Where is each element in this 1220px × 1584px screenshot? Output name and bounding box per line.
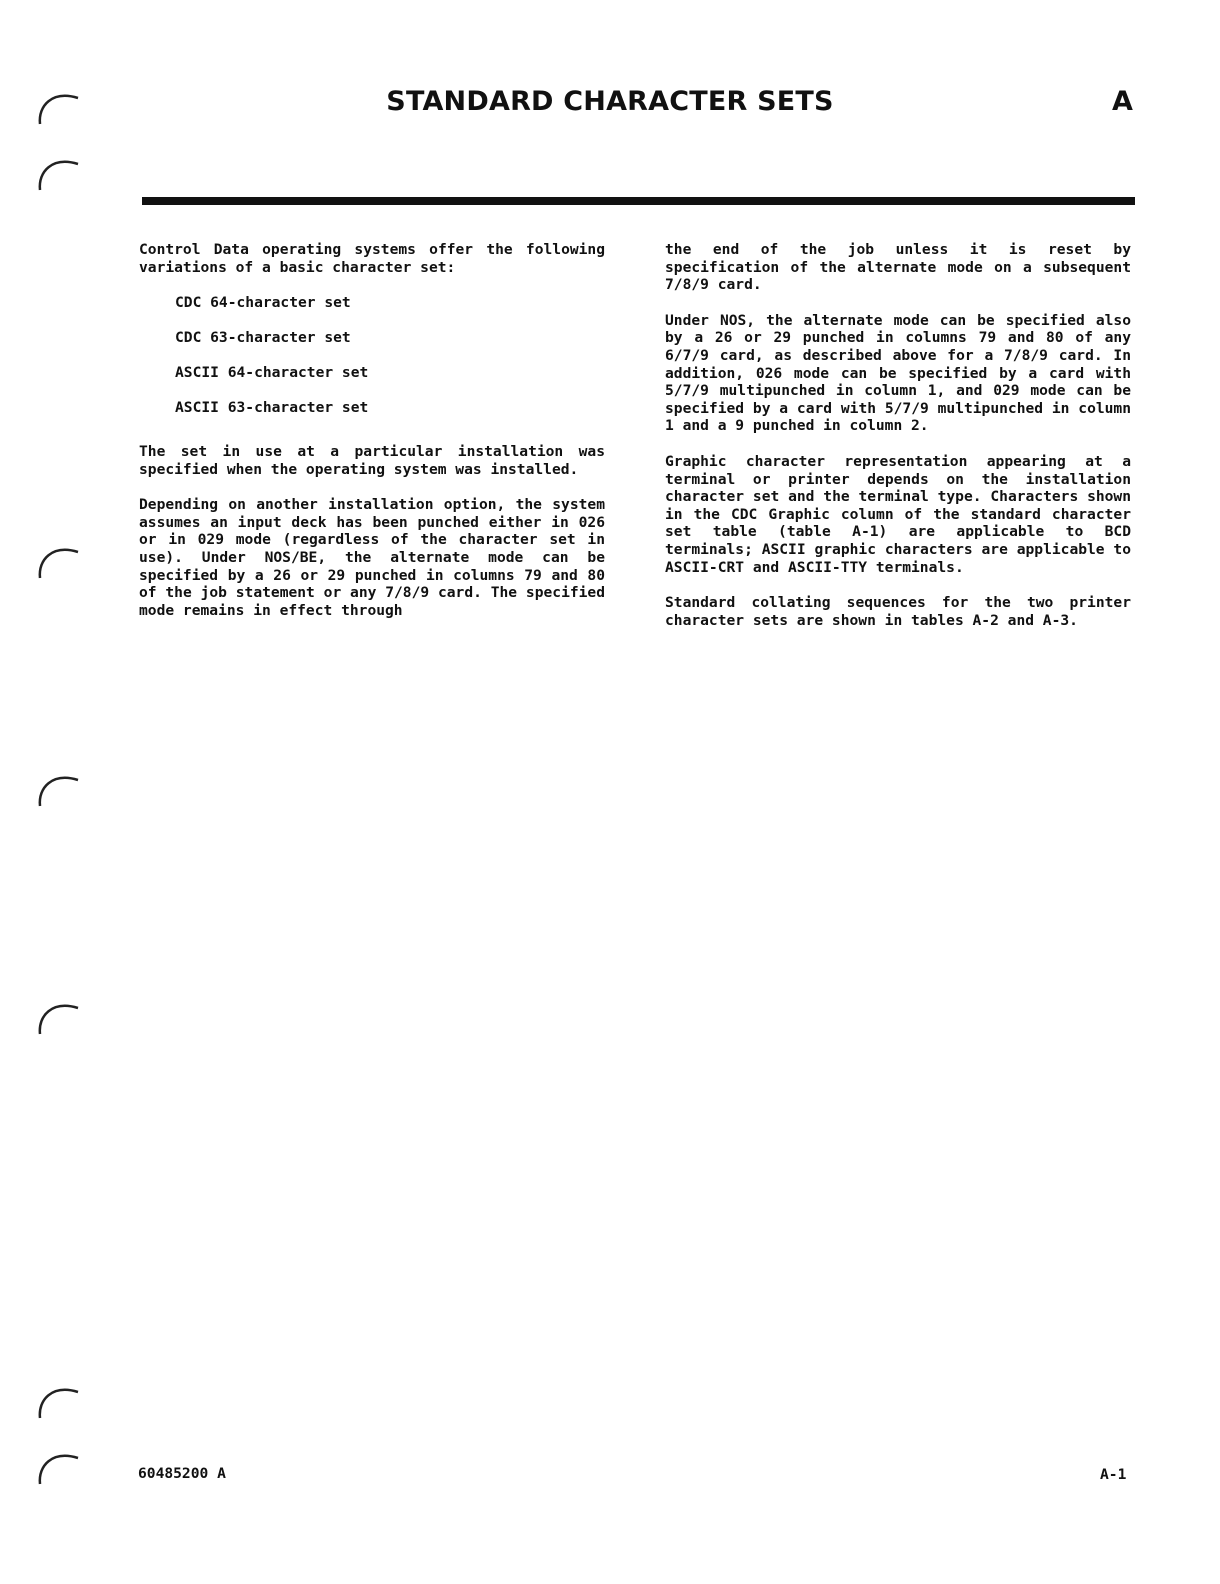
- appendix-letter: A: [1112, 86, 1133, 117]
- intro-paragraph: Control Data operating systems offer the following variations of a basic character set:: [139, 241, 605, 276]
- right-column: [665, 241, 1131, 647]
- left-column: [139, 241, 605, 637]
- character-set-item: CDC 63-character set: [175, 329, 351, 347]
- depending-paragraph: Depending on another installation option, the system assumes an input deck has been punched either in 026 or in 029 mode (regardless of the character set in use). Under NOS/BE, the alternate mode can be specified by a 26 or 29 punched in columns 79 and 80 of the job statement or any 7/8/9 card. The specified mode remains in effect through: [139, 496, 605, 619]
- header-rule: [142, 197, 1135, 205]
- graphic-paragraph: Graphic character representation appearing at a terminal or printer depends on the installation character set and the terminal type. Characters shown in the CDC Graphic column of the standard character set table (table A-1) are applicable to BCD terminals; ASCII graphic characters are applicable to ASCII-CRT and ASCII-TTY terminals.: [665, 452, 1131, 576]
- punch-hole-icon: [34, 994, 84, 1038]
- character-set-item: ASCII 64-character set: [175, 364, 369, 382]
- punch-hole-icon: [34, 1444, 84, 1488]
- continued-paragraph: the end of the job unless it is reset by specification of the alternate mode on a subsequent 7/8/9 card.: [665, 241, 1131, 294]
- document-number: 60485200 A: [138, 1465, 226, 1482]
- character-set-item: CDC 64-character set: [175, 294, 351, 312]
- character-set-item: ASCII 63-character set: [175, 399, 369, 417]
- punch-hole-icon: [34, 150, 84, 194]
- character-set-list: [175, 294, 605, 417]
- nos-paragraph: Under NOS, the alternate mode can be specified also by a 26 or 29 punched in columns 79 and 80 of any 6/7/9 card, as described above for a 7/8/9 card. In addition, 026 mode can be specified by a card with 5/7/9 multipunched in column 1, and 029 mode can be specified by a card with 5/7/9 multipunched in column 1 and a 9 punched in column 2.: [665, 311, 1131, 435]
- punch-hole-icon: [34, 1378, 84, 1422]
- page-number: A-1: [1100, 1466, 1127, 1483]
- collating-paragraph: Standard collating sequences for the two printer character sets are shown in tables A-2 and A-3.: [665, 594, 1131, 629]
- punch-hole-icon: [34, 766, 84, 810]
- installation-paragraph: The set in use at a particular installation was specified when the operating system was installed.: [139, 443, 605, 478]
- page-title: STANDARD CHARACTER SETS: [386, 86, 834, 117]
- punch-hole-icon: [34, 538, 84, 582]
